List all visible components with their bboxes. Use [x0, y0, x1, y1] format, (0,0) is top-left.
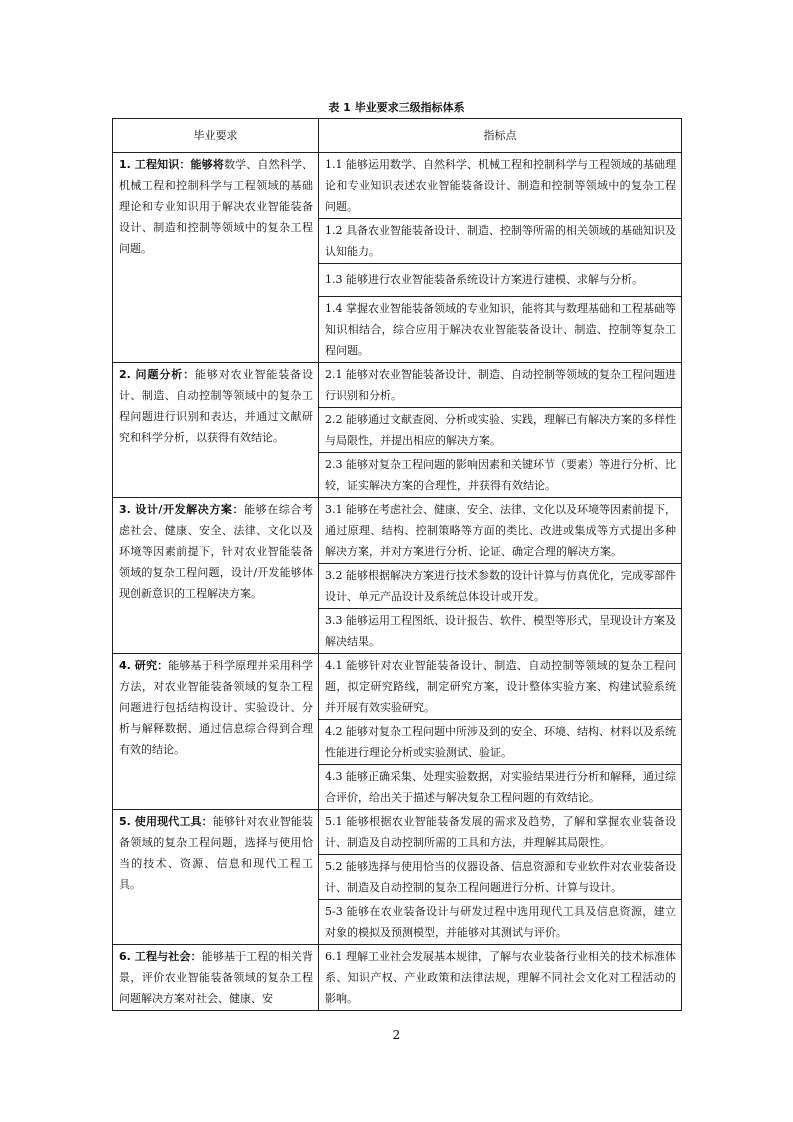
indicator-2-1: 2.1 能够对农业智能装备设计、制造、自动控制等领域的复杂工程问题进行识别和分析。 [319, 363, 682, 408]
indicator-5-2: 5.2 能够选择与使用恰当的仪器设备、信息资源和专业软件对农业装备设计、制造及自动控制的复杂工程问题进行分析、计算与设计。 [319, 855, 682, 900]
indicator-4-1: 4.1 能够针对农业智能装备设计、制造、自动控制等领域的复杂工程问题，拟定研究路线，制定研究方案，设计整体实验方案、构建试验系统并开展有效实验研究。 [319, 654, 682, 720]
requirement-body: 能够在综合考虑社会、健康、安全、法律、文化以及环境等因素前提下，针对农业智能装备领域的复杂工程问题，设计/开发能够体现创新意识的工程解决方案。 [119, 503, 314, 600]
indicator-1-3: 1.3 能够进行农业智能装备系统设计方案进行建模、求解与分析。 [319, 264, 682, 297]
page-number: 2 [392, 1028, 401, 1042]
indicator-6-1: 6.1 理解工业社会发展基本规律，了解与农业装备行业相关的技术标准体系、知识产权、产业政策和法律法规，理解不同社会文化对工程活动的影响。 [319, 945, 682, 1011]
requirement-body: 能够基于工程的相关背景，评价农业智能装备领域的复杂工程问题解决方案对社会、健康、安 [119, 950, 313, 1005]
requirement-body: 能够针对农业智能装备领域的复杂工程问题，选择与使用恰当的技术、资源、信息和现代工程工具。 [119, 815, 313, 891]
requirement-4 [113, 654, 319, 810]
indicator-1-1: 1.1 能够运用数学、自然科学、机械工程和控制科学与工程领域的基础理论和专业知识表述农业智能装备设计、制造和控制等领域中的复杂工程问题。 [319, 153, 682, 219]
graduation-requirements-table [112, 118, 682, 1011]
table-header-row [113, 119, 682, 153]
header-requirement: 毕业要求 [113, 119, 319, 153]
indicator-2-2: 2.2 能够通过文献查阅、分析或实验、实践，理解已有解决方案的多样性与局限性，并提出相应的解决方案。 [319, 408, 682, 453]
requirement-title: 6. 工程与社会： [119, 950, 202, 963]
indicator-4-2: 4.2 能够对复杂工程问题中所涉及到的安全、环境、结构、材料以及系统性能进行理论分析或实验测试、验证。 [319, 720, 682, 765]
indicator-3-1: 3.1 能够在考虑社会、健康、安全、法律、文化以及环境等因素前提下，通过原理、结构、控制策略等方面的类比、改进或集成等方式提出多种解决方案，并对方案进行分析、论证、确定合理的解决方案。 [319, 498, 682, 564]
requirement-6 [113, 945, 319, 1011]
requirement-title: 5. 使用现代工具： [119, 815, 213, 828]
indicator-5-1: 5.1 能够根据农业智能装备发展的需求及趋势，了解和掌握农业装备设计、制造及自动控制所需的工具和方法，并理解其局限性。 [319, 810, 682, 855]
requirement-3 [113, 498, 319, 654]
requirement-title: 1. 工程知识：能够将 [119, 158, 224, 171]
requirement-title: 4. 研究： [119, 659, 169, 672]
table-row [113, 153, 682, 219]
table-row [113, 945, 682, 1011]
requirement-2 [113, 363, 319, 498]
requirement-body: 能够对农业智能装备设计、制造、自动控制等领域中的复杂工程问题进行识别和表达，并通过文献研究和科学分析，以获得有效结论。 [119, 368, 313, 444]
requirement-title: 2. 问题分析： [119, 368, 195, 381]
table-row [113, 363, 682, 408]
indicator-5-3: 5-3 能够在农业装备设计与研发过程中选用现代工具及信息资源，建立对象的模拟及预测模型，并能够对其测试与评价。 [319, 900, 682, 945]
header-indicator: 指标点 [319, 119, 682, 153]
table-row [113, 498, 682, 564]
indicator-1-4: 1.4 掌握农业智能装备领域的专业知识，能将其与数理基础和工程基础等知识相结合，综合应用于解决农业智能装备设计、制造、控制等复杂工程问题。 [319, 297, 682, 363]
table-caption: 表 1 毕业要求三级指标体系 [328, 101, 465, 114]
requirement-body: 数学、自然科学、机械工程和控制科学与工程领域的基础理论和专业知识用于解决农业智能装备设计、制造和控制等领域中的复杂工程问题。 [119, 158, 314, 255]
requirement-5 [113, 810, 319, 945]
indicator-1-2: 1.2 具备农业智能装备设计、制造、控制等所需的相关领域的基础知识及认知能力。 [319, 219, 682, 264]
table-row [113, 654, 682, 720]
indicator-4-3: 4.3 能够正确采集、处理实验数据，对实验结果进行分析和解释，通过综合评价，给出关于描述与解决复杂工程问题的有效结论。 [319, 765, 682, 810]
indicator-2-3: 2.3 能够对复杂工程问题的影响因素和关键环节（要素）等进行分析、比较，证实解决方案的合理性，并获得有效结论。 [319, 453, 682, 498]
requirement-body: 能够基于科学原理并采用科学方法，对农业智能装备领域的复杂工程问题进行包括结构设计、实验设计、分析与解释数据、通过信息综合得到合理有效的结论。 [119, 659, 313, 756]
indicator-3-3: 3.3 能够运用工程图纸、设计报告、软件、模型等形式，呈现设计方案及解决结果。 [319, 609, 682, 654]
table-row [113, 810, 682, 855]
requirement-title: 3. 设计/开发解决方案： [119, 503, 245, 516]
indicator-3-2: 3.2 能够根据解决方案进行技术参数的设计计算与仿真优化，完成零部件设计、单元产品设计及系统总体设计或开发。 [319, 564, 682, 609]
requirement-1 [113, 153, 319, 363]
